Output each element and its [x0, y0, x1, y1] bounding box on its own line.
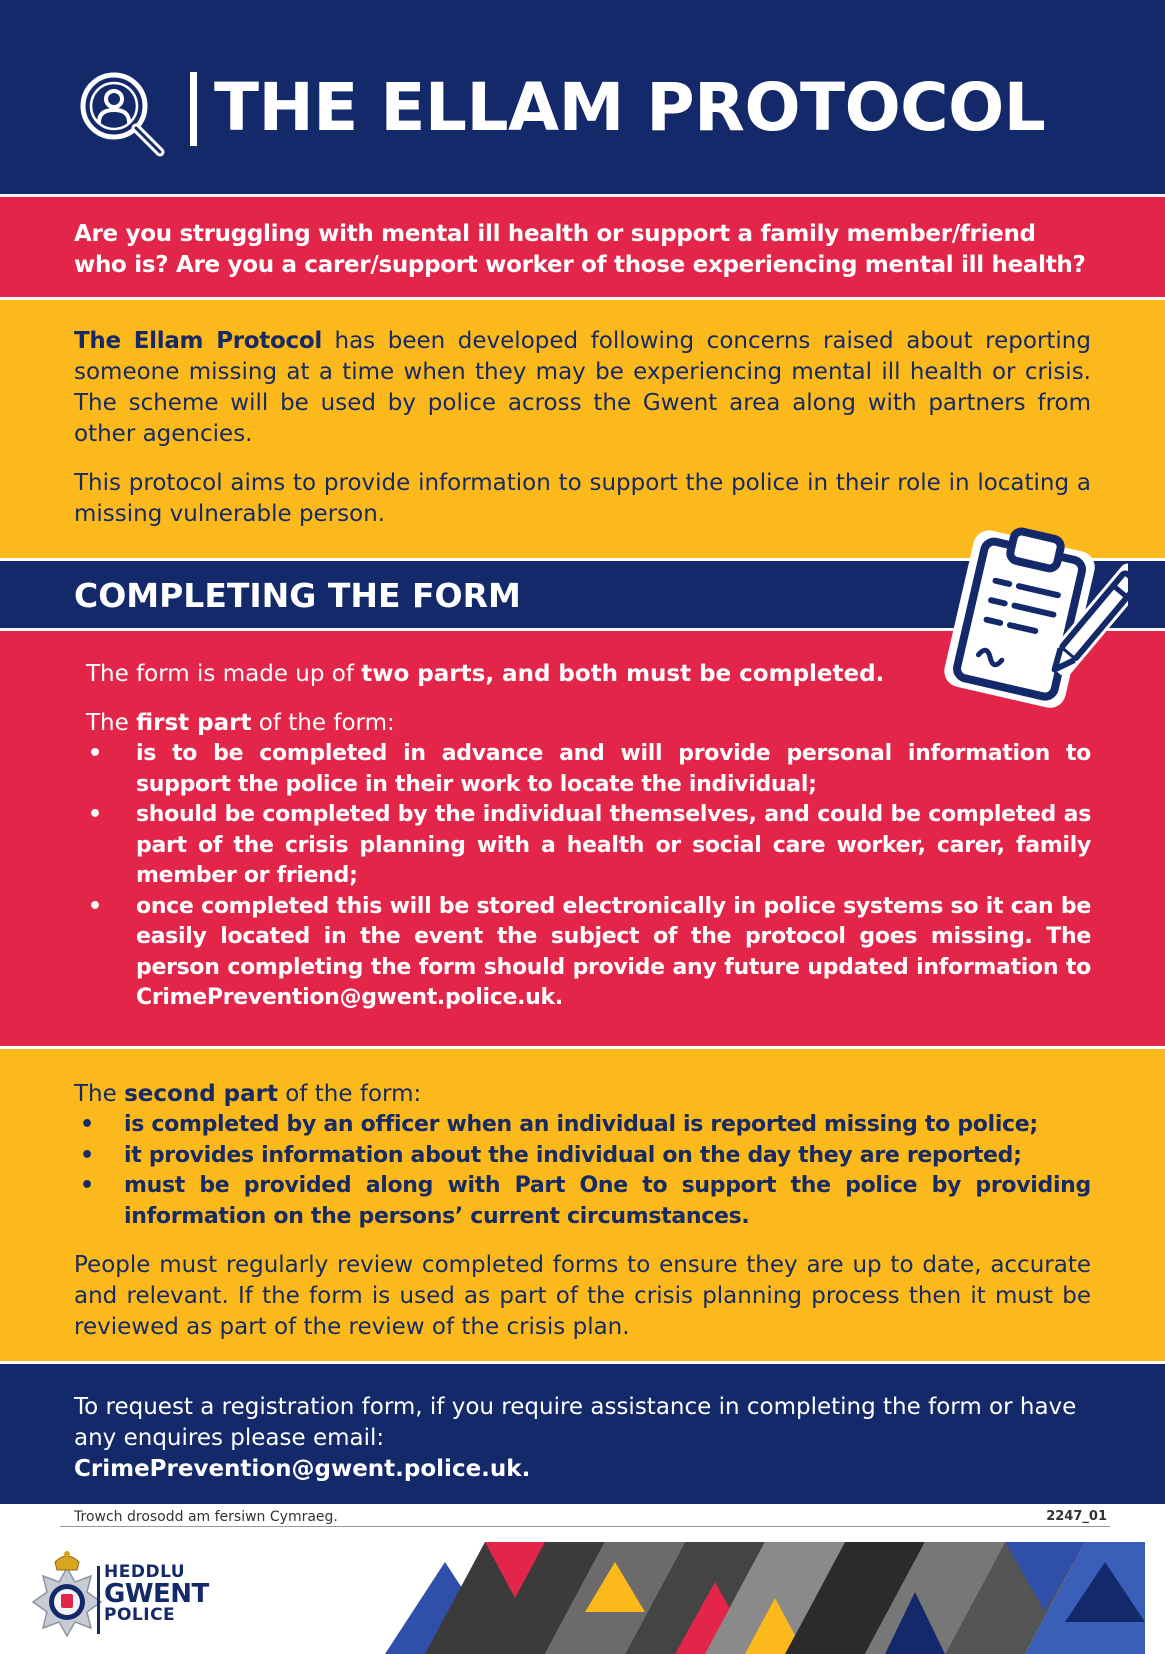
form-intro-prefix: The form is made up of: [86, 661, 362, 687]
document-code: 2247_01: [1046, 1509, 1107, 1524]
section-heading: COMPLETING THE FORM: [74, 576, 521, 615]
protocol-name: The Ellam Protocol: [74, 328, 322, 354]
list-item: • is completed by an officer when an individual is reported missing to police;: [74, 1110, 1091, 1141]
police-logo: [104, 1564, 209, 1624]
part-two-lead: [74, 1079, 1091, 1110]
photo-collage: [385, 1542, 1145, 1654]
search-person-icon: [74, 66, 170, 162]
part-one-lead-prefix: The: [86, 710, 137, 736]
part-two-section: [0, 1046, 1165, 1364]
part-two-lead-prefix: The: [74, 1081, 125, 1107]
about-paragraph-2: This protocol aims to provide information to support the police in their role in locating a missing vulnerable person.: [74, 470, 1091, 527]
list-item: • once completed this will be stored electronically in police systems so it can be easily located in the event the subject of the protocol goes missing. The person completing the form should provide any future updated information to CrimePrevention@gwent.police.uk.: [74, 892, 1091, 1014]
police-crest-icon: [28, 1544, 106, 1644]
part-one-lead-suffix: of the form:: [251, 710, 395, 736]
list-item: • should be completed by the individual themselves, and could be completed as part of the crisis planning with a health or social care worker, carer, family member or friend;: [74, 800, 1091, 892]
contact-section: [0, 1364, 1165, 1504]
page-header: [0, 0, 1165, 197]
list-item: • it provides information about the individual on the day they are reported;: [74, 1141, 1091, 1172]
logo-line-police: POLICE: [104, 1605, 176, 1625]
intro-band: [0, 197, 1165, 300]
logo-line-gwent: GWENT: [104, 1579, 209, 1609]
welsh-version-note: Trowch drosodd am fersiwn Cymraeg.: [74, 1509, 338, 1525]
list-item: • is to be completed in advance and will provide personal information to support the police in their work to locate the individual;: [74, 739, 1091, 800]
logo-divider: [97, 1566, 100, 1634]
page-title: THE ELLAM PROTOCOL: [214, 69, 1046, 146]
contact-text: To request a registration form, if you require assistance in completing the form or have any enquires please email:: [74, 1394, 1077, 1451]
list-item: • must be provided along with Part One to support the police by providing information on the persons’ current circumstances.: [74, 1171, 1091, 1232]
page-footer: [0, 1504, 1165, 1654]
about-paragraph-1-text: has been developed following concerns raised about reporting someone missing at a time when they may be experiencing mental ill health or crisis. The scheme will be used by police across the Gwent area along with partners from other agencies.: [74, 328, 1091, 447]
header-divider: [190, 72, 197, 146]
form-intro-emphasis: two parts, and both must be completed.: [361, 661, 885, 687]
part-two-lead-suffix: of the form:: [278, 1081, 422, 1107]
clipboard-icon: [928, 517, 1128, 719]
intro-question: Are you struggling with mental ill health or support a family member/friend who is? Are you a carer/support worker of those experiencing mental ill health?: [74, 221, 1086, 278]
part-two-lead-emphasis: second part: [124, 1081, 278, 1107]
logo-line-heddlu: HEDDLU: [104, 1562, 186, 1582]
review-note: People must regularly review completed forms to ensure they are up to date, accurate and relevant. If the form is used as part of the crisis planning process then it must be reviewed as part of the review of the crisis plan.: [74, 1252, 1091, 1340]
about-paragraph-1: [74, 326, 1091, 450]
footer-divider: [60, 1526, 1110, 1527]
part-one-lead-emphasis: first part: [136, 710, 252, 736]
contact-email-link[interactable]: CrimePrevention@gwent.police.uk.: [74, 1456, 531, 1482]
part-one-list: [74, 739, 1091, 1014]
part-two-list: [74, 1110, 1091, 1232]
